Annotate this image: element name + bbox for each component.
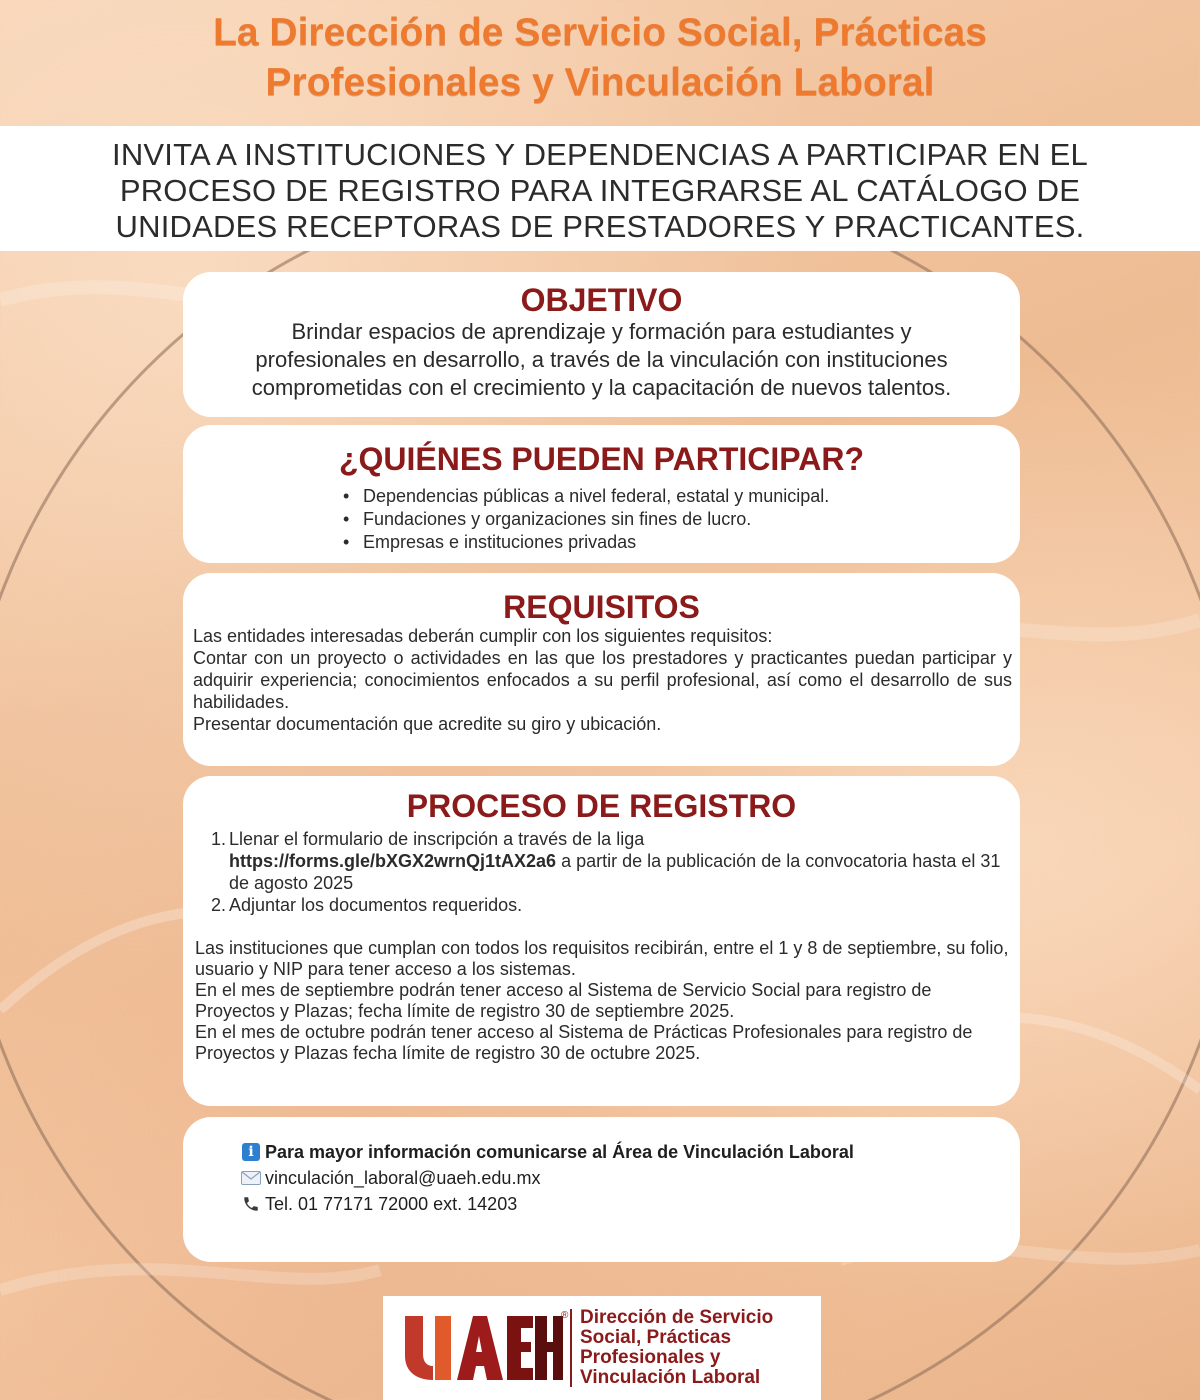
contact-info xyxy=(183,1117,1020,1217)
contact-card xyxy=(183,1117,1020,1262)
step-1-text: Llenar el formulario de inscripción a través de la liga xyxy=(229,829,645,849)
objetivo-text xyxy=(183,318,1020,402)
contact-heading: Para mayor información comunicarse al Área de Vinculación Laboral xyxy=(265,1142,854,1162)
envelope-icon xyxy=(241,1168,261,1188)
requisitos-text xyxy=(183,625,1020,735)
proceso-text xyxy=(183,938,1020,1064)
phone-icon xyxy=(241,1194,261,1214)
proceso-title: PROCESO DE REGISTRO xyxy=(406,788,797,824)
proceso-step-2 xyxy=(211,894,1020,916)
participantes-list xyxy=(183,485,1020,554)
page-title-line-1: La Dirección de Servicio Social, Prácticas xyxy=(213,11,987,54)
objetivo-title: OBJETIVO xyxy=(520,282,683,318)
step-number: 2. xyxy=(211,895,227,915)
logo-text-line-3: Profesionales y xyxy=(580,1347,721,1368)
proceso-step-1 xyxy=(211,828,1020,894)
step-number: 1. xyxy=(211,829,227,849)
uaeh-logo-block xyxy=(383,1296,821,1400)
objetivo-card xyxy=(183,272,1020,417)
proceso-steps xyxy=(183,828,1020,916)
contact-heading-row xyxy=(241,1139,1020,1165)
proceso-card xyxy=(183,776,1020,1106)
registered-mark: ® xyxy=(561,1310,569,1321)
contact-phone-row xyxy=(241,1191,1020,1217)
requisitos-title: REQUISITOS xyxy=(503,589,700,625)
invitation-line-1: INVITA A INSTITUCIONES Y DEPENDENCIAS A PARTICIPAR EN EL xyxy=(112,137,1088,172)
proceso-paragraph-2: En el mes de septiembre podrán tener acceso al Sistema de Servicio Social para registro de Proyectos y Plazas; fecha límite de registro 30 de septiembre 2025. xyxy=(195,980,932,1021)
logo-divider xyxy=(570,1309,572,1387)
requisitos-paragraph-1: Contar con un proyecto o actividades en las que los prestadores y practicantes puedan participar y adquirir experiencia; conocimientos enfocados a su perfil profesional, así como el desarrollo de sus habilidades. xyxy=(193,648,1012,712)
list-item: • Fundaciones y organizaciones sin fines de lucro. xyxy=(343,508,1020,531)
objetivo-line-1: Brindar espacios de aprendizaje y formación para estudiantes y xyxy=(291,319,912,344)
participantes-card xyxy=(183,425,1020,563)
logo-text-line-1: Dirección de Servicio xyxy=(580,1307,774,1328)
objetivo-line-2: profesionales en desarrollo, a través de la vinculación con instituciones xyxy=(255,347,948,372)
participantes-title: ¿QUIÉNES PUEDEN PARTICIPAR? xyxy=(338,441,865,477)
info-icon: i xyxy=(241,1142,261,1162)
logo-text-line-4: Vinculación Laboral xyxy=(580,1367,761,1388)
contact-phone: Tel. 01 77171 72000 ext. 14203 xyxy=(265,1194,518,1214)
logo-text xyxy=(580,1308,773,1388)
logo-text-line-2: Social, Prácticas xyxy=(580,1327,732,1348)
proceso-paragraph-3: En el mes de octubre podrán tener acceso al Sistema de Prácticas Profesionales para registro de Proyectos y Plazas fecha límite de registro 30 de octubre 2025. xyxy=(195,1022,973,1063)
contact-email-row xyxy=(241,1165,1020,1191)
contact-email[interactable]: vinculación_laboral@uaeh.edu.mx xyxy=(265,1168,541,1188)
list-item: • Empresas e instituciones privadas xyxy=(343,531,1020,554)
invitation-line-2: PROCESO DE REGISTRO PARA INTEGRARSE AL CATÁLOGO DE xyxy=(119,173,1081,208)
requisitos-card xyxy=(183,573,1020,766)
invitation-banner xyxy=(0,126,1200,251)
objetivo-line-3: comprometidas con el crecimiento y la capacitación de nuevos talentos. xyxy=(251,375,952,400)
invitation-line-3: UNIDADES RECEPTORAS DE PRESTADORES Y PRACTICANTES. xyxy=(115,209,1085,244)
step-1-rest: a partir de la publicación de la convocatoria hasta el 31 de agosto 2025 xyxy=(229,851,1001,893)
registration-form-link[interactable]: https://forms.gle/bXGX2wrnQj1tAX2a6 xyxy=(229,851,557,871)
page-title-line-2: Profesionales y Vinculación Laboral xyxy=(265,61,935,104)
step-2-text: Adjuntar los documentos requeridos. xyxy=(229,895,523,915)
list-item: • Dependencias públicas a nivel federal, estatal y municipal. xyxy=(343,485,1020,508)
page-title xyxy=(0,8,1200,108)
uaeh-logo xyxy=(383,1296,568,1400)
requisitos-intro: Las entidades interesadas deberán cumplir con los siguientes requisitos: xyxy=(193,626,773,646)
requisitos-paragraph-2: Presentar documentación que acredite su giro y ubicación. xyxy=(193,714,662,734)
proceso-paragraph-1: Las instituciones que cumplan con todos los requisitos recibirán, entre el 1 y 8 de septiembre, su folio, usuario y NIP para tener acceso a los sistemas. xyxy=(195,938,1009,979)
